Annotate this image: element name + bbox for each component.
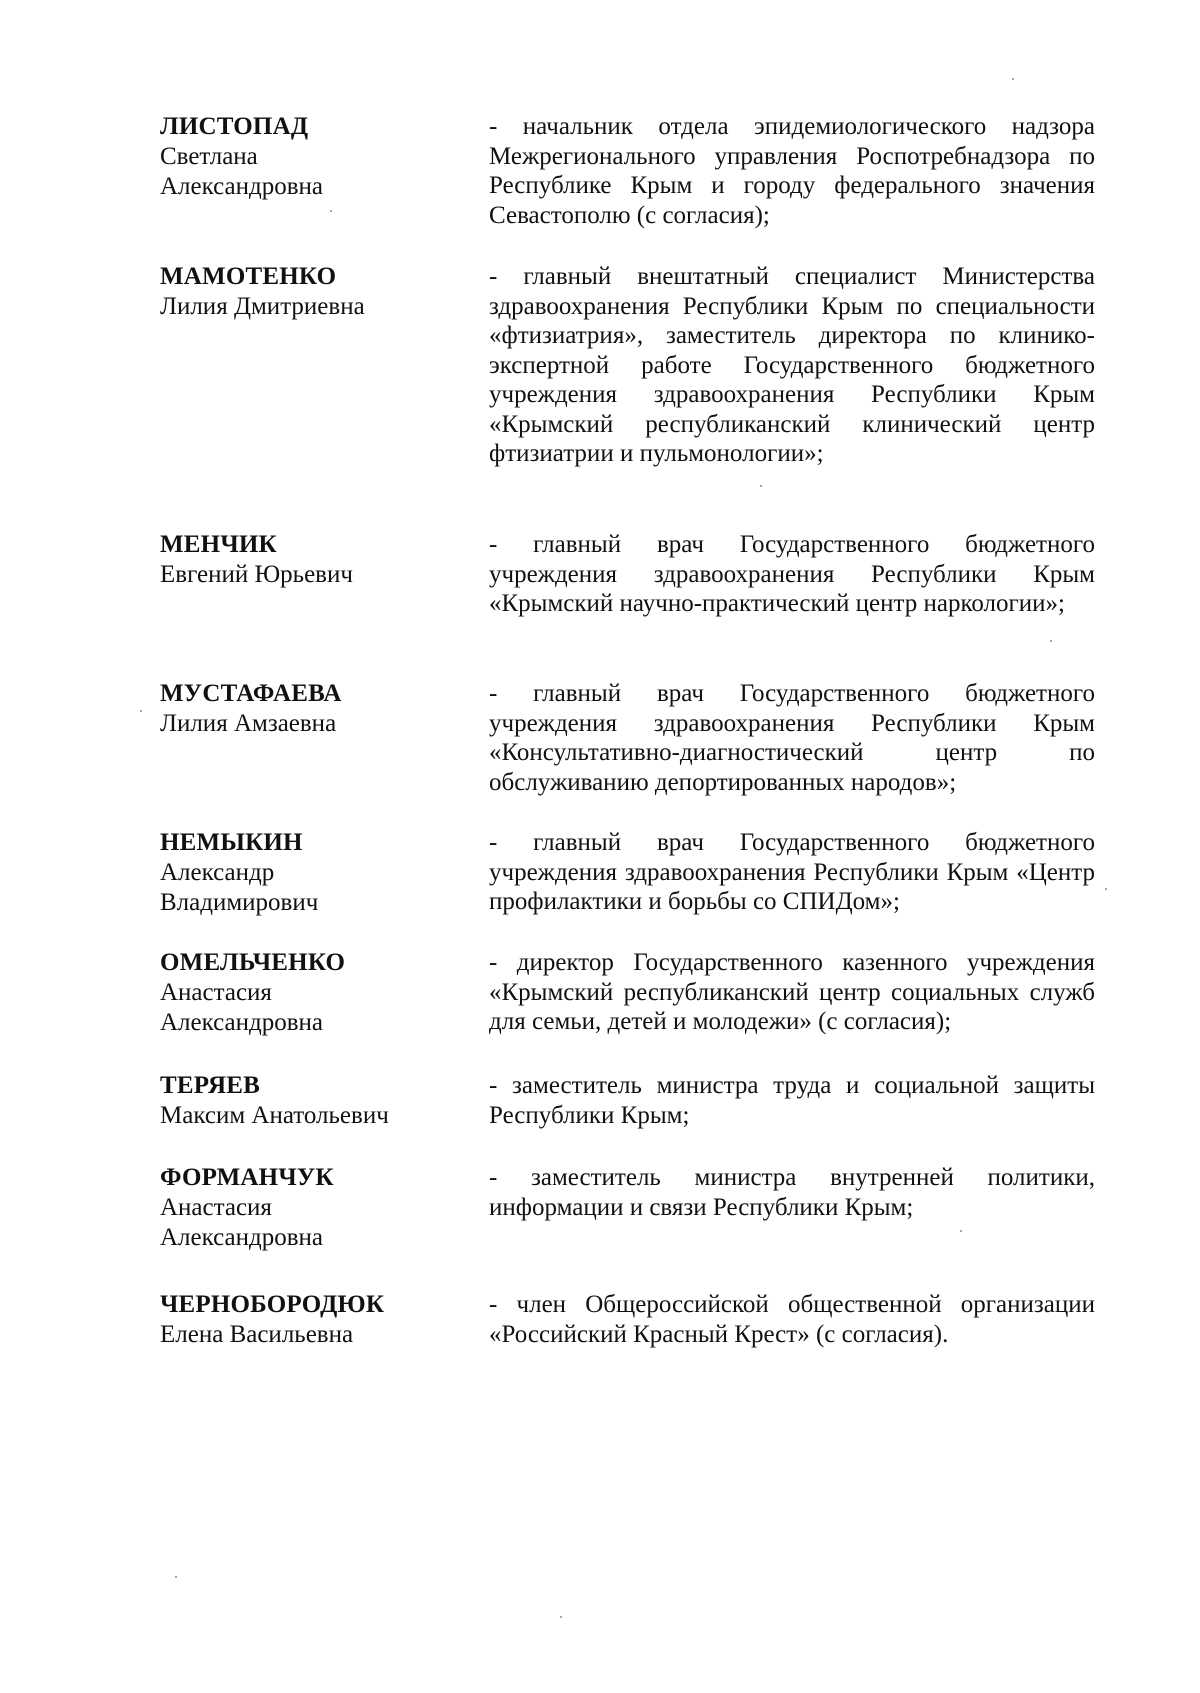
member-surname: ФОРМАНЧУК [160,1164,334,1191]
scan-speck [175,1576,177,1578]
scan-speck [330,210,332,212]
member-given-name: Анастасия [160,1194,272,1221]
member-role: - начальник отдела эпидемиологического надзора Межрегионального управления Роспотребнадзора по Республике Крым и городу федерального значения Севастополю (с согласия); [489,113,1095,229]
member-role: - главный врач Государственного бюджетного учреждения здравоохранения Республики Крым «Центр профилактики и борьбы со СПИДом»; [489,829,1095,915]
member-role: - заместитель министра труда и социальной защиты Республики Крым; [489,1072,1095,1129]
member-surname: МЕНЧИК [160,531,277,558]
scan-speck [140,710,142,712]
member-role: - член Общероссийской общественной организации «Российский Красный Крест» (с согласия). [489,1291,1095,1348]
member-given-name: Лилия Амзаевна [160,710,337,737]
member-name [160,948,470,1038]
scan-speck [1050,640,1052,642]
member-given-name: Светлана [160,143,258,170]
member-given-name: Евгений Юрьевич [160,561,353,588]
scan-speck [760,485,762,487]
member-surname: НЕМЫКИН [160,829,303,856]
scan-speck [1105,888,1107,890]
member-role: - директор Государственного казенного учреждения «Крымский республиканский центр социальных служб для семьи, детей и молодежи» (с согласия); [489,949,1095,1035]
member-surname: МАМОТЕНКО [160,263,337,290]
member-given-name: Александр [160,859,275,886]
member-patronymic: Александровна [160,1009,324,1036]
member-role: - заместитель министра внутренней политики, информации и связи Республики Крым; [489,1164,1095,1221]
member-role: - главный врач Государственного бюджетного учреждения здравоохранения Республики Крым «Консультативно-диагностический центр по обслуживанию депортированных народов»; [489,680,1095,796]
member-name [160,262,470,322]
member-name [160,679,470,739]
member-surname: ЧЕРНОБОРОДЮК [160,1291,385,1318]
member-surname: МУСТАФАЕВА [160,680,342,707]
member-name [160,1071,470,1131]
member-name [160,1290,470,1350]
member-name [160,828,470,918]
scan-speck [960,1230,962,1232]
member-role: - главный врач Государственного бюджетного учреждения здравоохранения Республики Крым «Крымский научно-практический центр наркологии»; [489,531,1095,617]
member-surname: ОМЕЛЬЧЕНКО [160,949,346,976]
member-patronymic: Александровна [160,173,324,200]
member-surname: ТЕРЯЕВ [160,1072,260,1099]
member-given-name: Анастасия [160,979,272,1006]
member-given-name: Максим Анатольевич [160,1102,389,1129]
scan-speck [560,1616,562,1618]
member-given-name: Лилия Дмитриевна [160,293,365,320]
member-patronymic: Александровна [160,1224,324,1251]
member-role: - главный внештатный специалист Министерства здравоохранения Республики Крым по специальности «фтизиатрия», заместитель директора по клинико-экспертной работе Государственного бюджетного учреждения здравоохранения Республики Крым «Крымский республиканский клинический центр фтизиатрии и пульмонологии»; [489,263,1095,467]
member-patronymic: Владимирович [160,889,319,916]
scan-speck [1012,78,1014,80]
member-given-name: Елена Васильевна [160,1321,354,1348]
member-name [160,112,470,202]
member-name [160,530,470,590]
member-name [160,1163,470,1253]
member-surname: ЛИСТОПАД [160,113,309,140]
